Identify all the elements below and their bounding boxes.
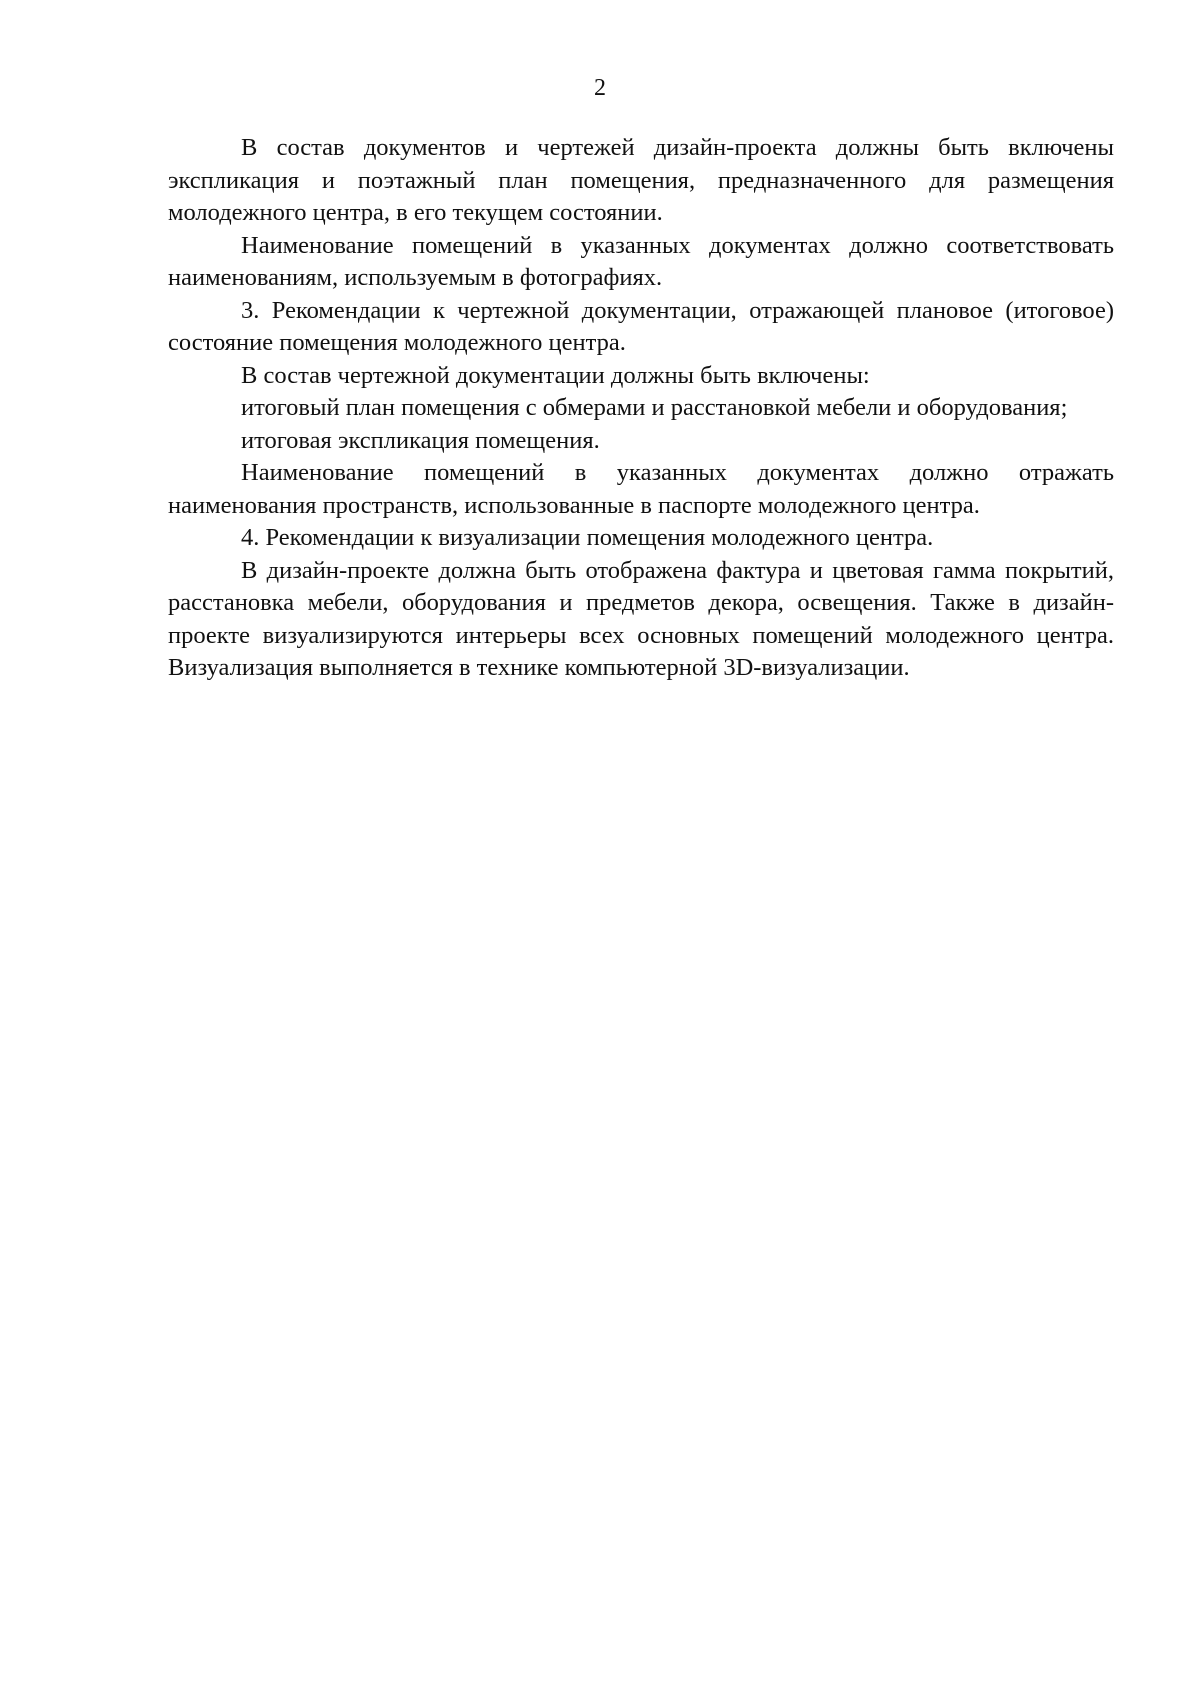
paragraph-drawing-docs-include: В состав чертежной документации должны быть включены:	[241, 361, 870, 389]
page-number: 2	[594, 75, 606, 101]
paragraph-visualization: В дизайн-проекте должна быть отображена фактура и цветовая гамма покрытий, расстановка мебели, оборудования и предметов декора, освещения. Также в дизайн-проекте визуализируются интерьеры всех основных помещений молодежного центра. Визуализация выполняется в технике компьютерной 3D-визуализации.	[168, 556, 1114, 681]
list-item-final-plan: итоговый план помещения с обмерами и расстановкой мебели и оборудования;	[241, 394, 1068, 421]
list-item-final-explication: итоговая экспликация помещения.	[241, 426, 600, 454]
section-3-heading: 3. Рекомендации к чертежной документации, отражающей плановое (итоговое) состояние помещения молодежного центра.	[168, 296, 1114, 356]
document-body	[168, 132, 1114, 685]
section-4-heading: 4. Рекомендации к визуализации помещения молодежного центра.	[241, 524, 934, 551]
paragraph-room-names-passport: Наименование помещений в указанных документах должно отражать наименования пространств, использованные в паспорте молодежного центра.	[168, 459, 1114, 519]
paragraph-drawings-composition: В состав документов и чертежей дизайн-проекта должны быть включены экспликация и поэтажный план помещения, предназначенного для размещения молодежного центра, в его текущем состоянии.	[168, 134, 1114, 226]
paragraph-room-names-photos: Наименование помещений в указанных документах должно соответствовать наименованиям, используемым в фотографиях.	[168, 231, 1114, 291]
